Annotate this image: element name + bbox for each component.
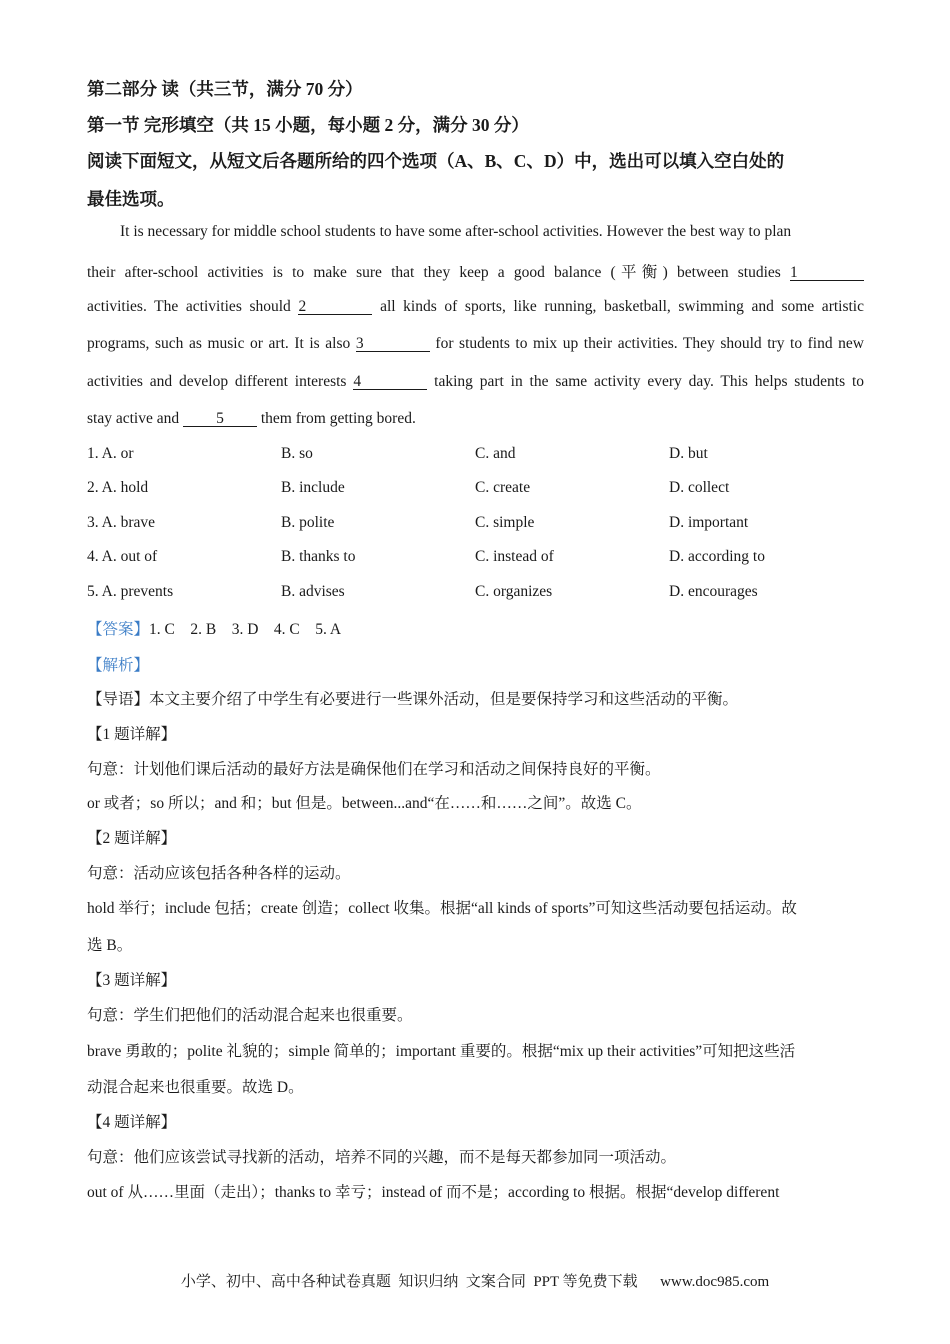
option-2b: B. include (281, 479, 345, 496)
option-4a: 4. A. out of (87, 548, 158, 565)
section-title: 第二部分 读（共三节，满分 70 分） (87, 79, 363, 99)
q3-meaning: 句意：学生们把他们的活动混合起来也很重要。 (87, 1007, 413, 1024)
option-1d: D. but (669, 445, 708, 462)
instruction-line-2: 最佳选项。 (87, 189, 175, 209)
analysis-label: 【解析】 (87, 657, 150, 674)
q4-title: 【4 题详解】 (87, 1114, 177, 1131)
q1-detail: or 或者；so 所以；and 和；but 但是。between...and“在……和……之间”。故选 C。 (87, 795, 642, 812)
option-5b: B. advises (281, 583, 345, 600)
subsection-title: 第一节 完形填空（共 15 小题，每小题 2 分，满分 30 分） (87, 115, 529, 135)
q4-meaning: 句意：他们应该尝试寻找新的活动，培养不同的兴趣，而不是每天都参加同一项活动。 (87, 1149, 677, 1166)
passage-line-4 (87, 335, 864, 353)
blank-2: 2 (298, 299, 372, 315)
q2-title: 【2 题详解】 (87, 830, 177, 847)
option-3c: C. simple (475, 514, 535, 531)
guide-text: 【导语】本文主要介绍了中学生有必要进行一些课外活动，但是要保持学习和这些活动的平衡。 (87, 691, 739, 708)
passage-line-6 (87, 410, 416, 428)
passage-line-5 (87, 373, 864, 391)
option-5c: C. organizes (475, 583, 553, 600)
answer-line (87, 617, 341, 639)
blank-4: 4 (353, 374, 427, 390)
passage-text: activities and develop different interests (87, 373, 347, 390)
option-5d: D. encourages (669, 583, 758, 600)
option-4c: C. instead of (475, 548, 554, 565)
q1-title: 【1 题详解】 (87, 726, 177, 743)
q1-meaning: 句意：计划他们课后活动的最好方法是确保他们在学习和活动之间保持良好的平衡。 (87, 761, 661, 778)
passage-text: activities. The activities should (87, 298, 291, 315)
option-2c: C. create (475, 479, 531, 496)
option-1c: C. and (475, 445, 516, 462)
passage-line-1: It is necessary for middle school students to have some after-school activities. However the best way to plan (120, 223, 792, 240)
passage-line-2 (87, 260, 864, 282)
option-5a: 5. A. prevents (87, 583, 174, 600)
option-1b: B. so (281, 445, 313, 462)
blank-1: 1 (790, 265, 864, 281)
option-4d: D. according to (669, 548, 765, 565)
passage-text: programs, such as music or art. It is also (87, 335, 351, 352)
passage-text: their after-school activities is to make sure that they keep a good balance (平衡) between studies (87, 264, 781, 281)
q3-detail-2: 动混合起来也很重要。故选 D。 (87, 1079, 304, 1096)
option-1a: 1. A. or (87, 445, 134, 462)
q2-detail-1: hold 举行；include 包括；create 创造；collect 收集。根据“all kinds of sports”可知这些活动要包括运动。故 (87, 900, 797, 917)
passage-text: stay active and (87, 410, 180, 427)
option-3b: B. polite (281, 514, 335, 531)
instruction-line-1: 阅读下面短文，从短文后各题所给的四个选项（A、B、C、D）中，选出可以填入空白处的 (87, 151, 785, 171)
option-2a: 2. A. hold (87, 479, 149, 496)
option-2d: D. collect (669, 479, 730, 496)
answer-values: 1. C 2. B 3. D 4. C 5. A (149, 621, 342, 638)
q2-meaning: 句意：活动应该包括各种各样的运动。 (87, 865, 351, 882)
option-3d: D. important (669, 514, 749, 531)
q2-detail-2: 选 B。 (87, 937, 133, 954)
blank-5: 5 (183, 411, 257, 427)
blank-3: 3 (356, 336, 430, 352)
option-4b: B. thanks to (281, 548, 356, 565)
passage-text: taking part in the same activity every day. This helps students to (434, 373, 865, 390)
passage-text: for students to mix up their activities. They should try to find new (435, 335, 865, 352)
option-3a: 3. A. brave (87, 514, 156, 531)
q3-detail-1: brave 勇敢的；polite 礼貌的；simple 简单的；important 重要的。根据“mix up their activities”可知把这些活 (87, 1043, 796, 1060)
q4-detail-1: out of 从……里面（走出）；thanks to 幸亏；instead of 而不是；according to 根据。根据“develop different (87, 1184, 780, 1201)
q3-title: 【3 题详解】 (87, 972, 177, 989)
passage-line-3 (87, 298, 864, 316)
answer-label: 【答案】 (87, 621, 150, 638)
page-footer: 小学、初中、高中各种试卷真题 知识归纳 文案合同 PPT 等免费下载 www.doc985.com (180, 1274, 770, 1290)
passage-text: all kinds of sports, like running, basketball, swimming and some artistic (380, 298, 864, 315)
passage-text: them from getting bored. (260, 410, 416, 427)
